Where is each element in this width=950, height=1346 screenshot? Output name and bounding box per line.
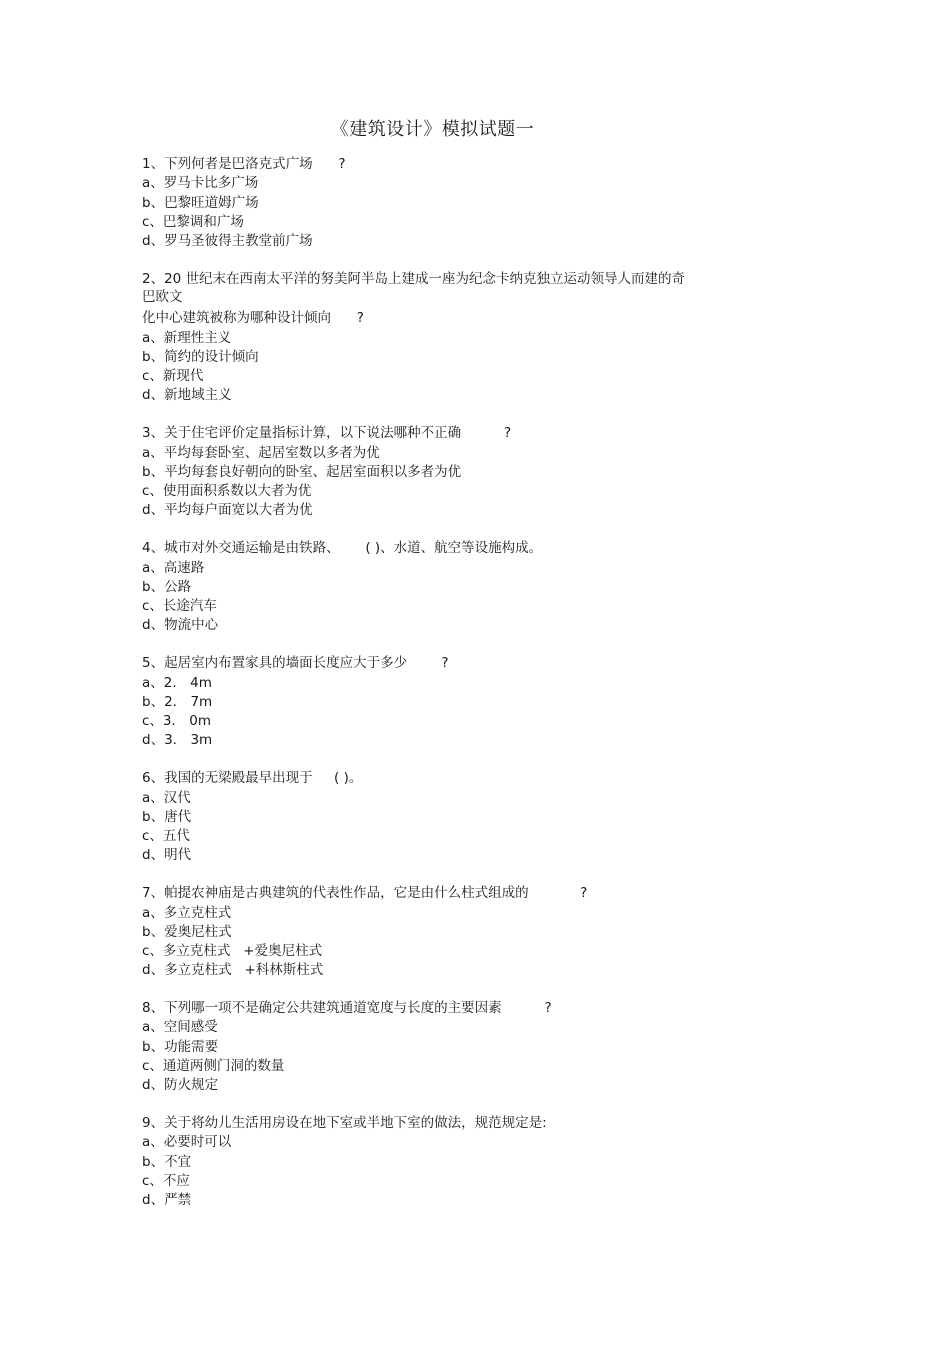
question-9 [142, 1114, 762, 1210]
question-8 [142, 999, 762, 1095]
option-b: b、功能需要 [142, 1038, 219, 1055]
option-b: b、爱奥尼柱式 [142, 923, 232, 940]
page-title: 《建筑设计》模拟试题一 [330, 119, 535, 140]
option-b: b、2． 7m [142, 693, 213, 710]
question-7 [142, 884, 762, 980]
option-b: b、唐代 [142, 808, 192, 825]
option-d: d、严禁 [142, 1192, 192, 1209]
option-a: a、平均每套卧室、起居室数以多者为优 [142, 444, 380, 461]
option-d: d、3． 3m [142, 732, 213, 749]
option-c: c、不应 [142, 1173, 190, 1190]
question-stem: 3、关于住宅评价定量指标计算，以下说法哪种不正确 ? [142, 425, 512, 442]
question-stem: 4、城市对外交通运输是由铁路、 ( )、水道、航空等设施构成。 [142, 540, 543, 557]
option-c: c、巴黎调和广场 [142, 213, 244, 230]
option-b: b、简约的设计倾向 [142, 348, 259, 365]
option-a: a、2． 4m [142, 674, 212, 691]
question-4 [142, 539, 762, 635]
option-c: c、新现代 [142, 368, 204, 385]
option-a: a、新理性主义 [142, 329, 232, 346]
option-c: c、使用面积系数以大者为优 [142, 483, 312, 500]
option-a: a、汉代 [142, 789, 191, 806]
option-a: a、高速路 [142, 559, 205, 576]
option-b: b、平均每套良好朝向的卧室、起居室面积以多者为优 [142, 463, 462, 480]
option-d: d、物流中心 [142, 617, 219, 634]
option-d: d、防火规定 [142, 1077, 219, 1094]
question-stem: 1、下列何者是巴洛克式广场 ? [142, 156, 346, 172]
question-1 [142, 155, 762, 251]
question-stem: 5、起居室内布置家具的墙面长度应大于多少 ? [142, 655, 449, 672]
question-stem-line-3: 化中心建筑被称为哪种设计倾向 ? [142, 310, 364, 327]
option-c: c、3． 0m [142, 713, 212, 730]
option-d: d、新地域主义 [142, 387, 232, 404]
option-d: d、罗马圣彼得主教堂前广场 [142, 233, 313, 250]
question-stem: 8、下列哪一项不是确定公共建筑通道宽度与长度的主要因素 ? [142, 1000, 552, 1017]
option-b: b、巴黎旺道姆广场 [142, 194, 259, 211]
question-2 [142, 270, 762, 406]
option-c: c、通道两侧门洞的数量 [142, 1058, 285, 1075]
question-5 [142, 654, 762, 750]
option-d: d、平均每户面宽以大者为优 [142, 502, 313, 519]
question-6 [142, 769, 762, 865]
question-list [142, 155, 762, 1229]
question-stem: 6、我国的无梁殿最早出现于 ( )。 [142, 770, 363, 787]
option-c: c、长途汽车 [142, 598, 217, 615]
option-b: b、不宜 [142, 1153, 192, 1170]
option-a: a、空间感受 [142, 1019, 218, 1036]
question-stem: 9、关于将幼儿生活用房设在地下室或半地下室的做法，规范规定是: [142, 1115, 547, 1132]
option-b: b、公路 [142, 578, 192, 595]
question-stem: 7、帕提农神庙是古典建筑的代表性作品，它是由什么柱式组成的 ? [142, 885, 588, 902]
option-a: a、罗马卡比多广场 [142, 175, 259, 192]
option-a: a、必要时可以 [142, 1134, 232, 1151]
option-a: a、多立克柱式 [142, 904, 232, 921]
option-c: c、多立克柱式 +爱奥尼柱式 [142, 943, 323, 960]
option-d: d、明代 [142, 847, 192, 864]
question-stem-line-2: 巴欧文 [142, 289, 183, 306]
question-stem-line-1: 2、20 世纪末在西南太平洋的努美阿半岛上建成一座为纪念卡纳克独立运动领导人而建的奇 [142, 270, 686, 287]
option-d: d、多立克柱式 +科林斯柱式 [142, 962, 324, 979]
option-c: c、五代 [142, 828, 190, 845]
question-3 [142, 424, 762, 520]
